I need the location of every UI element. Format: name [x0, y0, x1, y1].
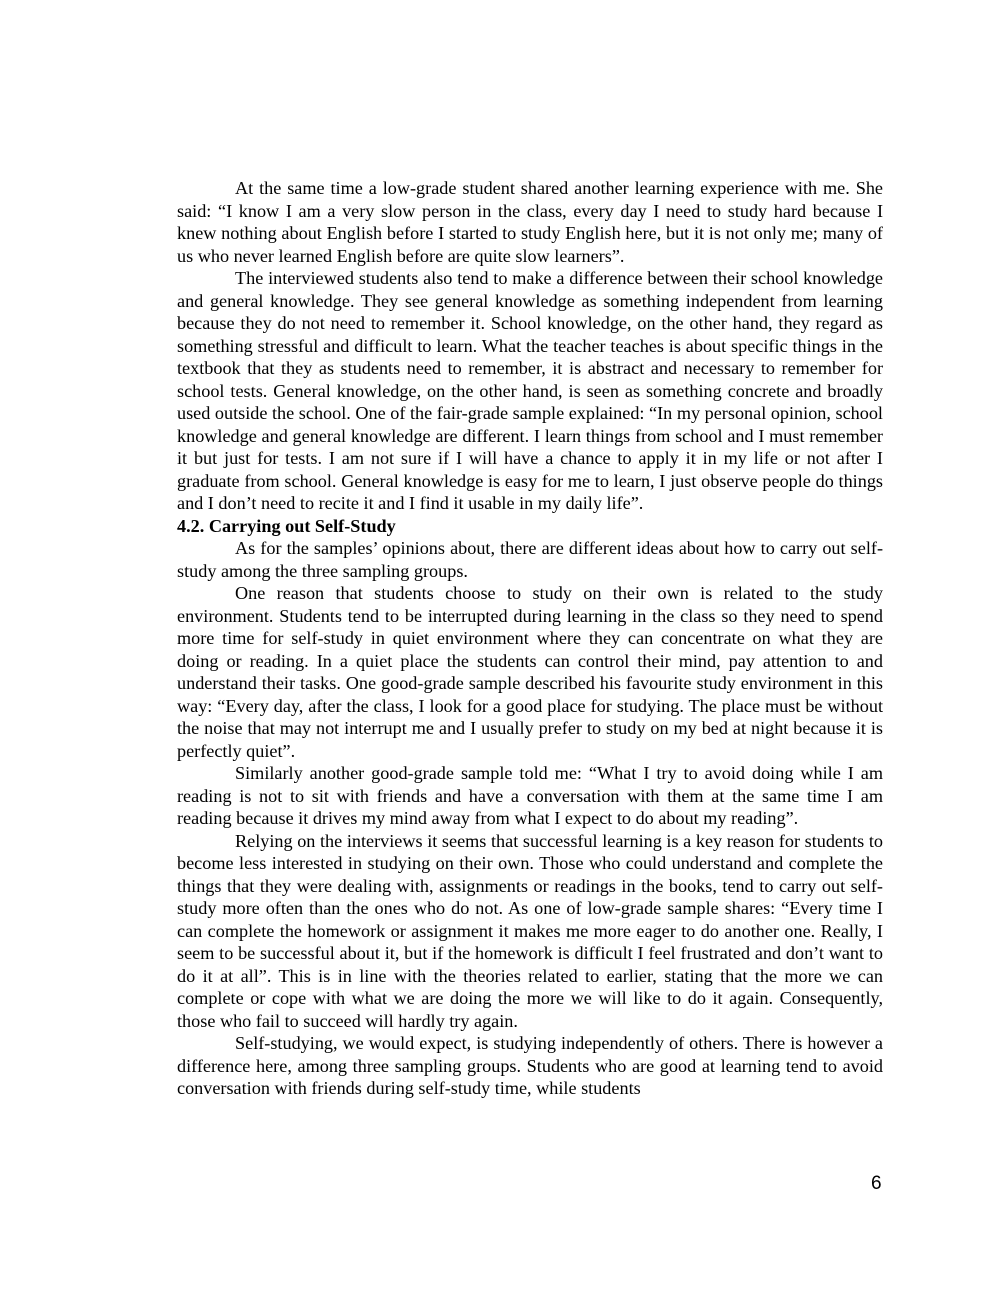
- paragraph-opinions-intro: As for the samples’ opinions about, there are different ideas about how to carry out self-study among the three sampling groups.: [177, 538, 883, 581]
- document-body: [177, 177, 883, 1100]
- paragraph-avoid-friends: Similarly another good-grade sample told me: “What I try to avoid doing while I am reading is not to sit with friends and have a conversation with them at the same time I am reading because it drives my mind away from what I expect to do about my reading”.: [177, 763, 883, 828]
- paragraph-self-studying: Self-studying, we would expect, is studying independently of others. There is however a difference here, among three sampling groups. Students who are good at learning tend to avoid conversation with friends during self-study time, while students: [177, 1033, 883, 1098]
- paragraph-school-vs-general-knowledge: The interviewed students also tend to make a difference between their school knowledge and general knowledge. They see general knowledge as something independent from learning because they do not need to remember it. School knowledge, on the other hand, they regard as something stressful and difficult to learn. What the teacher teaches is about specific things in the textbook that they as students need to remember, it is abstract and necessary to remember for school tests. General knowledge, on the other hand, is seen as something concrete and broadly used outside the school. One of the fair-grade sample explained: “In my personal opinion, school knowledge and general knowledge are different. I learn things from school and I must remember it but just for tests. I am not sure if I will have a chance to apply it in my life or not after I graduate from school. General knowledge is easy for me to learn, I just observe people do things and I don’t need to recite it and I find it usable in my daily life”.: [177, 268, 883, 513]
- paragraph-study-environment: One reason that students choose to study on their own is related to the study environment. Students tend to be interrupted during learning in the class so they need to spend more time for self-study in quiet environment where they can concentrate on what they are doing or reading. In a quiet place the students can control their mind, pay attention to and understand their tasks. One good-grade sample described his favourite study environment in this way: “Every day, after the class, I look for a good place for studying. The place must be without the noise that may not interrupt me and I usually prefer to study on my bed at night because it is perfectly quiet”.: [177, 583, 883, 761]
- section-heading: 4.2. Carrying out Self-Study: [177, 515, 396, 536]
- page-number: 6: [871, 1173, 882, 1194]
- paragraph-low-grade-student: At the same time a low-grade student shared another learning experience with me. She said: “I know I am a very slow person in the class, every day I need to study hard because I knew nothing about English before I started to study English here, but it is not only me; many of us who never learned English before are quite slow learners”.: [177, 178, 883, 266]
- paragraph-successful-learning: Relying on the interviews it seems that successful learning is a key reason for students to become less interested in studying on their own. Those who could understand and complete the things that they were dealing with, assignments or readings in the books, tend to carry out self-study more often than the ones who do not. As one of low-grade sample shares: “Every time I can complete the homework or assignment it makes me more eager to do another one. Really, I seem to be successful about it, but if the homework is difficult I feel frustrated and don’t want to do it at all”. This is in line with the theories related to earlier, stating that the more we can complete or cope with what we are doing the more we will like to do it again. Consequently, those who fail to succeed will hardly try again.: [177, 830, 883, 1031]
